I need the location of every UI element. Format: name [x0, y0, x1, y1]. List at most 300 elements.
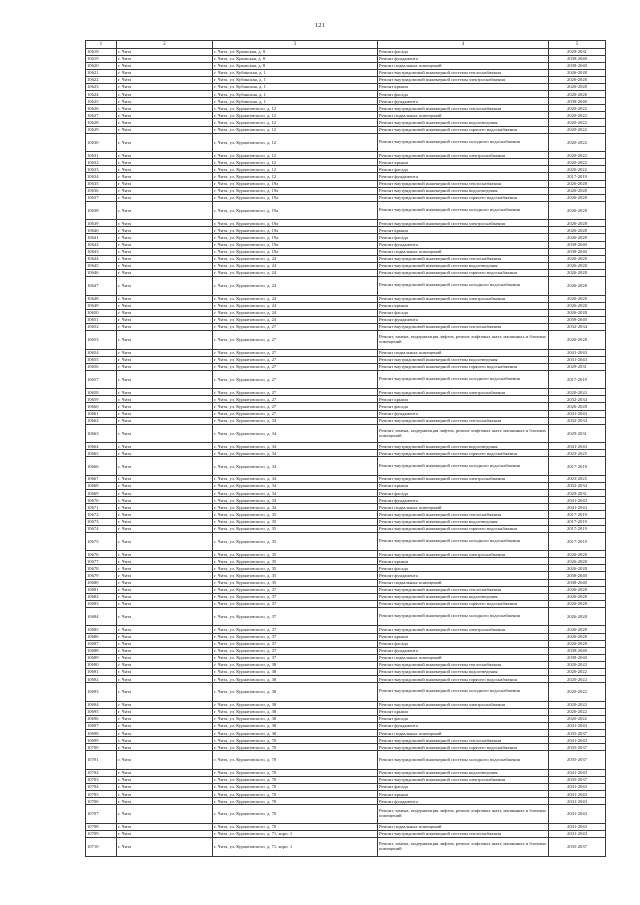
- row-address: г. Чита, ул. Курнатовского, д. 12: [213, 105, 378, 112]
- row-period: 2020-2022: [549, 119, 606, 126]
- row-number: 10631: [86, 152, 117, 159]
- row-work-type: Ремонт внутридомовой инженерной системы холодного водоснабжения: [378, 683, 549, 702]
- row-locality: г. Чита: [117, 62, 213, 69]
- table-row: [86, 234, 606, 241]
- row-address: г. Чита, ул. Курнатовского, д. 34: [213, 490, 378, 497]
- row-period: 2026-2028: [549, 194, 606, 201]
- row-period: 2026-2028: [549, 262, 606, 269]
- row-number: 10689: [86, 654, 117, 661]
- row-locality: г. Чита: [117, 83, 213, 90]
- table-row: [86, 640, 606, 647]
- row-address: г. Чита, ул. Курнатовского, д. 70: [213, 798, 378, 805]
- table-row: [86, 607, 606, 626]
- table-row: [86, 389, 606, 396]
- table-row: [86, 572, 606, 579]
- row-period: 2029-2031: [549, 48, 606, 55]
- row-address: г. Чита, ул. Курнатовского, д. 24: [213, 269, 378, 276]
- row-period: 2026-2028: [549, 83, 606, 90]
- row-locality: г. Чита: [117, 277, 213, 296]
- row-locality: г. Чита: [117, 241, 213, 248]
- table-row: [86, 119, 606, 126]
- row-number: 10668: [86, 483, 117, 490]
- row-address: г. Чита, ул. Курнатовского, д. 27: [213, 370, 378, 389]
- row-work-type: Ремонт внутридомовой инженерной системы горячего водоснабжения: [378, 676, 549, 683]
- row-work-type: Ремонт фундамента: [378, 647, 549, 654]
- row-locality: г. Чита: [117, 349, 213, 356]
- row-period: 2038-2040: [549, 572, 606, 579]
- row-address: г. Чита, ул. Курнатовского, д. 34: [213, 497, 378, 504]
- row-locality: г. Чита: [117, 600, 213, 607]
- row-locality: г. Чита: [117, 309, 213, 316]
- row-locality: г. Чита: [117, 194, 213, 201]
- row-number: 10623: [86, 83, 117, 90]
- row-period: 2038-2040: [549, 241, 606, 248]
- table-row: [86, 457, 606, 476]
- table-row: [86, 701, 606, 708]
- row-locality: г. Чита: [117, 450, 213, 457]
- row-number: 10673: [86, 518, 117, 525]
- row-address: г. Чита, ул. Курнатовского, д. 27: [213, 410, 378, 417]
- row-address: г. Чита, ул. Курнатовского, д. 27: [213, 356, 378, 363]
- table-row: [86, 551, 606, 558]
- table-row: [86, 295, 606, 302]
- table-row: [86, 309, 606, 316]
- row-work-type: Ремонт, замена, модернизация лифтов, ремонт лифтовых шахт, машинных и блочных помещений: [378, 424, 549, 443]
- row-locality: г. Чита: [117, 159, 213, 166]
- row-address: г. Чита, ул. Курнатовского, д. 19а: [213, 234, 378, 241]
- row-address: г. Чита, ул. Курнатовского, д. 12: [213, 166, 378, 173]
- row-locality: г. Чита: [117, 227, 213, 234]
- row-period: 2041-2043: [549, 443, 606, 450]
- table-row: [86, 396, 606, 403]
- row-number: 10674: [86, 525, 117, 532]
- row-address: г. Чита, ул. Курнатовского, д. 27: [213, 323, 378, 330]
- row-locality: г. Чита: [117, 262, 213, 269]
- row-number: 10683: [86, 600, 117, 607]
- row-number: 10634: [86, 173, 117, 180]
- table-row: [86, 194, 606, 201]
- row-locality: г. Чита: [117, 173, 213, 180]
- row-number: 10635: [86, 180, 117, 187]
- row-locality: г. Чита: [117, 323, 213, 330]
- row-number: 10624: [86, 91, 117, 98]
- row-address: г. Чита, ул. Курнатовского, д. 27: [213, 389, 378, 396]
- row-period: 2041-2043: [549, 349, 606, 356]
- row-address: г. Чита, ул. Курнатовского, д. 24: [213, 302, 378, 309]
- row-period: 2026-2028: [549, 626, 606, 633]
- table-row: [86, 220, 606, 227]
- row-address: г. Чита, ул. Курнатовского, д. 38: [213, 708, 378, 715]
- row-locality: г. Чита: [117, 607, 213, 626]
- table-row: [86, 830, 606, 837]
- row-period: 2026-2028: [549, 76, 606, 83]
- table-row: [86, 331, 606, 350]
- row-locality: г. Чита: [117, 331, 213, 350]
- table-row: [86, 776, 606, 783]
- row-period: 2032-2034: [549, 417, 606, 424]
- row-address: г. Чита, ул. Курнатовского, д. 35: [213, 525, 378, 532]
- row-address: г. Чита, ул. Курнатовского, д. 35: [213, 518, 378, 525]
- row-work-type: Ремонт внутридомовой инженерной системы горячего водоснабжения: [378, 600, 549, 607]
- row-period: 2023-2025: [549, 450, 606, 457]
- row-number: 10699: [86, 737, 117, 744]
- row-address: г. Чита, ул. Курнатовского, д. 37: [213, 633, 378, 640]
- row-number: 10653: [86, 331, 117, 350]
- row-address: г. Чита, ул. Крымская, д. 8: [213, 62, 378, 69]
- column-header-3: 3: [213, 41, 378, 49]
- row-period: 2026-2028: [549, 633, 606, 640]
- row-number: 10650: [86, 309, 117, 316]
- row-work-type: Ремонт подвальных помещений: [378, 349, 549, 356]
- table-row: [86, 586, 606, 593]
- row-period: 2026-2028: [549, 187, 606, 194]
- row-number: 10688: [86, 647, 117, 654]
- row-period: 2020-2022: [549, 166, 606, 173]
- table-row: [86, 798, 606, 805]
- row-work-type: Ремонт внутридомовой инженерной системы теплоснабжения: [378, 255, 549, 262]
- row-period: 2020-2022: [549, 683, 606, 702]
- row-locality: г. Чита: [117, 152, 213, 159]
- row-period: 2041-2043: [549, 356, 606, 363]
- table-row: [86, 76, 606, 83]
- row-work-type: Ремонт фасада: [378, 490, 549, 497]
- row-locality: г. Чита: [117, 69, 213, 76]
- row-work-type: Ремонт внутридомовой инженерной системы теплоснабжения: [378, 661, 549, 668]
- table-row: [86, 443, 606, 450]
- row-address: г. Чита, ул. Курнатовского, д. 38: [213, 715, 378, 722]
- column-header-2: 2: [117, 41, 213, 49]
- table-row: [86, 112, 606, 119]
- row-locality: г. Чита: [117, 105, 213, 112]
- row-period: 2038-2040: [549, 248, 606, 255]
- row-period: 2041-2043: [549, 798, 606, 805]
- row-locality: г. Чита: [117, 269, 213, 276]
- row-period: 2020-2022: [549, 105, 606, 112]
- row-number: 10652: [86, 323, 117, 330]
- row-locality: г. Чита: [117, 669, 213, 676]
- row-number: 10676: [86, 551, 117, 558]
- row-locality: г. Чита: [117, 112, 213, 119]
- row-address: г. Чита, ул. Курнатовского, д. 38: [213, 730, 378, 737]
- row-work-type: Ремонт крыши: [378, 227, 549, 234]
- row-number: 10704: [86, 784, 117, 791]
- row-number: 10708: [86, 823, 117, 830]
- table-row: [86, 349, 606, 356]
- row-address: г. Чита, ул. Курнатовского, д. 19а: [213, 220, 378, 227]
- row-work-type: Ремонт внутридомовой инженерной системы горячего водоснабжения: [378, 363, 549, 370]
- row-work-type: Ремонт внутридомовой инженерной системы электроснабжения: [378, 389, 549, 396]
- row-address: г. Чита, ул. Курнатовского, д. 34: [213, 417, 378, 424]
- row-work-type: Ремонт фундамента: [378, 241, 549, 248]
- row-period: 2026-2028: [549, 593, 606, 600]
- row-address: г. Чита, ул. Курнатовского, д. 27: [213, 396, 378, 403]
- table-row: [86, 363, 606, 370]
- row-address: г. Чита, ул. Курнатовского, д. 34: [213, 457, 378, 476]
- row-period: 2041-2043: [549, 784, 606, 791]
- row-locality: г. Чита: [117, 410, 213, 417]
- row-work-type: Ремонт внутридомовой инженерной системы холодного водоснабжения: [378, 607, 549, 626]
- table-row: [86, 180, 606, 187]
- row-period: 2035-2037: [549, 730, 606, 737]
- row-period: 2020-2022: [549, 715, 606, 722]
- row-work-type: Ремонт внутридомовой инженерной системы водоотведения: [378, 443, 549, 450]
- row-locality: г. Чита: [117, 654, 213, 661]
- table-header-row: [86, 41, 606, 49]
- row-address: г. Чита, ул. Курнатовского, д. 34: [213, 475, 378, 482]
- row-number: 10681: [86, 586, 117, 593]
- table-row: [86, 173, 606, 180]
- row-number: 10648: [86, 295, 117, 302]
- row-number: 10641: [86, 234, 117, 241]
- row-number: 10621: [86, 69, 117, 76]
- row-work-type: Ремонт внутридомовой инженерной системы холодного водоснабжения: [378, 532, 549, 551]
- row-locality: г. Чита: [117, 98, 213, 105]
- row-number: 10678: [86, 565, 117, 572]
- table-row: [86, 722, 606, 729]
- row-work-type: Ремонт внутридомовой инженерной системы горячего водоснабжения: [378, 269, 549, 276]
- row-number: 10619: [86, 55, 117, 62]
- row-locality: г. Чита: [117, 316, 213, 323]
- row-number: 10659: [86, 396, 117, 403]
- row-period: 2020-2022: [549, 133, 606, 152]
- row-number: 10636: [86, 187, 117, 194]
- row-address: г. Чита, ул. Курнатовского, д. 34: [213, 483, 378, 490]
- row-period: 2041-2043: [549, 805, 606, 824]
- row-period: 2026-2028: [549, 295, 606, 302]
- row-period: 2026-2028: [549, 558, 606, 565]
- table-row: [86, 323, 606, 330]
- row-work-type: Ремонт внутридомовой инженерной системы электроснабжения: [378, 551, 549, 558]
- row-address: г. Чита, ул. Курнатовского, д. 19а: [213, 227, 378, 234]
- table-row: [86, 683, 606, 702]
- row-locality: г. Чита: [117, 532, 213, 551]
- row-number: 10679: [86, 572, 117, 579]
- row-number: 10670: [86, 497, 117, 504]
- row-address: г. Чита, ул. Курнатовского, д. 34: [213, 450, 378, 457]
- row-period: 2038-2040: [549, 654, 606, 661]
- column-header-5: 5: [549, 41, 606, 49]
- row-address: г. Чита, ул. Курнатовского, д. 70: [213, 805, 378, 824]
- row-period: 2026-2028: [549, 234, 606, 241]
- row-locality: г. Чита: [117, 201, 213, 220]
- row-work-type: Ремонт фасада: [378, 565, 549, 572]
- row-number: 10703: [86, 776, 117, 783]
- row-period: 2020-2022: [549, 669, 606, 676]
- row-locality: г. Чита: [117, 558, 213, 565]
- column-header-1: 1: [86, 41, 117, 49]
- row-address: г. Чита, ул. Курнатовского, д. 27: [213, 363, 378, 370]
- row-address: г. Чита, ул. Кубинская, д. 1: [213, 69, 378, 76]
- row-work-type: Ремонт внутридомовой инженерной системы электроснабжения: [378, 626, 549, 633]
- row-work-type: Ремонт внутридомовой инженерной системы горячего водоснабжения: [378, 194, 549, 201]
- row-locality: г. Чита: [117, 166, 213, 173]
- table-row: [86, 532, 606, 551]
- row-period: 2032-2034: [549, 483, 606, 490]
- row-address: г. Чита, ул. Курнатовского, д. 35: [213, 511, 378, 518]
- row-locality: г. Чита: [117, 248, 213, 255]
- row-locality: г. Чита: [117, 579, 213, 586]
- row-locality: г. Чита: [117, 518, 213, 525]
- table-row: [86, 504, 606, 511]
- row-address: г. Чита, ул. Курнатовского, д. 12: [213, 173, 378, 180]
- table-row: [86, 48, 606, 55]
- row-address: г. Чита, ул. Курнатовского, д. 12: [213, 152, 378, 159]
- row-address: г. Чита, ул. Курнатовского, д. 12: [213, 112, 378, 119]
- table-row: [86, 715, 606, 722]
- row-locality: г. Чита: [117, 676, 213, 683]
- row-work-type: Ремонт фасада: [378, 403, 549, 410]
- table-row: [86, 277, 606, 296]
- row-work-type: Ремонт фасада: [378, 784, 549, 791]
- row-address: г. Чита, ул. Курнатовского, д. 38: [213, 683, 378, 702]
- row-locality: г. Чита: [117, 722, 213, 729]
- row-address: г. Чита, ул. Курнатовского, д. 35: [213, 558, 378, 565]
- row-locality: г. Чита: [117, 769, 213, 776]
- row-work-type: Ремонт внутридомовой инженерной системы водоотведения: [378, 593, 549, 600]
- row-number: 10677: [86, 558, 117, 565]
- row-period: 2026-2028: [549, 551, 606, 558]
- row-locality: г. Чита: [117, 133, 213, 152]
- row-period: 2035-2037: [549, 776, 606, 783]
- row-number: 10622: [86, 76, 117, 83]
- row-number: 10640: [86, 227, 117, 234]
- row-locality: г. Чита: [117, 490, 213, 497]
- row-work-type: Ремонт фасада: [378, 309, 549, 316]
- row-address: г. Чита, ул. Курнатовского, д. 27: [213, 403, 378, 410]
- row-locality: г. Чита: [117, 784, 213, 791]
- table-row: [86, 98, 606, 105]
- row-address: г. Чита, ул. Курнатовского, д. 12: [213, 159, 378, 166]
- row-period: 2017-2019: [549, 525, 606, 532]
- row-address: г. Чита, ул. Курнатовского, д. 70: [213, 751, 378, 770]
- row-locality: г. Чита: [117, 661, 213, 668]
- table-row: [86, 626, 606, 633]
- row-period: 2041-2043: [549, 497, 606, 504]
- row-number: 10660: [86, 403, 117, 410]
- row-work-type: Ремонт подвальных помещений: [378, 823, 549, 830]
- row-number: 10627: [86, 112, 117, 119]
- row-number: 10662: [86, 417, 117, 424]
- row-period: 2041-2043: [549, 769, 606, 776]
- row-address: г. Чита, ул. Курнатовского, д. 19а: [213, 194, 378, 201]
- row-address: г. Чита, ул. Курнатовского, д. 24: [213, 277, 378, 296]
- row-period: 2035-2037: [549, 744, 606, 751]
- table-row: [86, 159, 606, 166]
- row-work-type: Ремонт подвальных помещений: [378, 654, 549, 661]
- row-period: 2017-2019: [549, 511, 606, 518]
- row-period: 2026-2028: [549, 69, 606, 76]
- row-number: 10685: [86, 626, 117, 633]
- row-address: г. Чита, ул. Курнатовского, д. 24: [213, 262, 378, 269]
- row-work-type: Ремонт внутридомовой инженерной системы холодного водоснабжения: [378, 277, 549, 296]
- row-address: г. Чита, ул. Курнатовского, д. 34: [213, 504, 378, 511]
- row-locality: г. Чита: [117, 737, 213, 744]
- table-row: [86, 600, 606, 607]
- row-number: 10632: [86, 159, 117, 166]
- row-locality: г. Чита: [117, 805, 213, 824]
- row-address: г. Чита, ул. Курнатовского, д. 70: [213, 784, 378, 791]
- row-work-type: Ремонт крыши: [378, 302, 549, 309]
- row-locality: г. Чита: [117, 823, 213, 830]
- row-work-type: Ремонт, замена, модернизация лифтов, ремонт лифтовых шахт, машинных и блочных помещений: [378, 805, 549, 824]
- table-row: [86, 262, 606, 269]
- row-number: 10706: [86, 798, 117, 805]
- row-period: 2026-2028: [549, 91, 606, 98]
- row-number: 10701: [86, 751, 117, 770]
- row-address: г. Чита, ул. Курнатовского, д. 35: [213, 572, 378, 579]
- row-address: г. Чита, ул. Кубинская, д. 1: [213, 83, 378, 90]
- row-work-type: Ремонт внутридомовой инженерной системы холодного водоснабжения: [378, 133, 549, 152]
- table-row: [86, 55, 606, 62]
- row-locality: г. Чита: [117, 370, 213, 389]
- row-number: 10638: [86, 201, 117, 220]
- row-number: 10700: [86, 744, 117, 751]
- row-locality: г. Чита: [117, 701, 213, 708]
- row-period: 2020-2022: [549, 159, 606, 166]
- row-work-type: Ремонт внутридомовой инженерной системы теплоснабжения: [378, 180, 549, 187]
- table-row: [86, 241, 606, 248]
- row-number: 10644: [86, 255, 117, 262]
- row-address: г. Чита, ул. Крымская, д. 8: [213, 48, 378, 55]
- row-address: г. Чита, ул. Курнатовского, д. 12: [213, 119, 378, 126]
- row-locality: г. Чита: [117, 497, 213, 504]
- row-period: 2041-2043: [549, 504, 606, 511]
- table-row: [86, 187, 606, 194]
- row-period: 2026-2028: [549, 227, 606, 234]
- table-row: [86, 511, 606, 518]
- row-work-type: Ремонт фасада: [378, 166, 549, 173]
- row-period: 2041-2043: [549, 830, 606, 837]
- row-number: 10658: [86, 389, 117, 396]
- row-number: 10680: [86, 579, 117, 586]
- row-number: 10661: [86, 410, 117, 417]
- row-locality: г. Чита: [117, 483, 213, 490]
- row-number: 10675: [86, 532, 117, 551]
- row-work-type: Ремонт внутридомовой инженерной системы теплоснабжения: [378, 323, 549, 330]
- row-work-type: Ремонт внутридомовой инженерной системы водоотведения: [378, 769, 549, 776]
- row-address: г. Чита, ул. Кубинская, д. 1: [213, 91, 378, 98]
- row-number: 10669: [86, 490, 117, 497]
- row-number: 10687: [86, 640, 117, 647]
- row-locality: г. Чита: [117, 255, 213, 262]
- row-work-type: Ремонт фасада: [378, 234, 549, 241]
- row-address: г. Чита, ул. Курнатовского, д. 38: [213, 661, 378, 668]
- row-work-type: Ремонт внутридомовой инженерной системы электроснабжения: [378, 295, 549, 302]
- row-locality: г. Чита: [117, 220, 213, 227]
- row-period: 2026-2028: [549, 403, 606, 410]
- table-row: [86, 248, 606, 255]
- row-period: 2026-2028: [549, 331, 606, 350]
- table-row: [86, 490, 606, 497]
- row-work-type: Ремонт внутридомовой инженерной системы теплоснабжения: [378, 417, 549, 424]
- table-row: [86, 744, 606, 751]
- row-locality: г. Чита: [117, 424, 213, 443]
- table-row: [86, 255, 606, 262]
- row-address: г. Чита, ул. Курнатовского, д. 37: [213, 654, 378, 661]
- table-row: [86, 316, 606, 323]
- table-row: [86, 784, 606, 791]
- row-number: 10672: [86, 511, 117, 518]
- table-row: [86, 483, 606, 490]
- row-number: 10630: [86, 133, 117, 152]
- row-number: 10625: [86, 98, 117, 105]
- row-work-type: Ремонт внутридомовой инженерной системы водоотведения: [378, 356, 549, 363]
- row-locality: г. Чита: [117, 511, 213, 518]
- row-number: 10705: [86, 791, 117, 798]
- row-work-type: Ремонт подвальных помещений: [378, 504, 549, 511]
- row-work-type: Ремонт внутридомовой инженерной системы теплоснабжения: [378, 105, 549, 112]
- row-work-type: Ремонт фасада: [378, 48, 549, 55]
